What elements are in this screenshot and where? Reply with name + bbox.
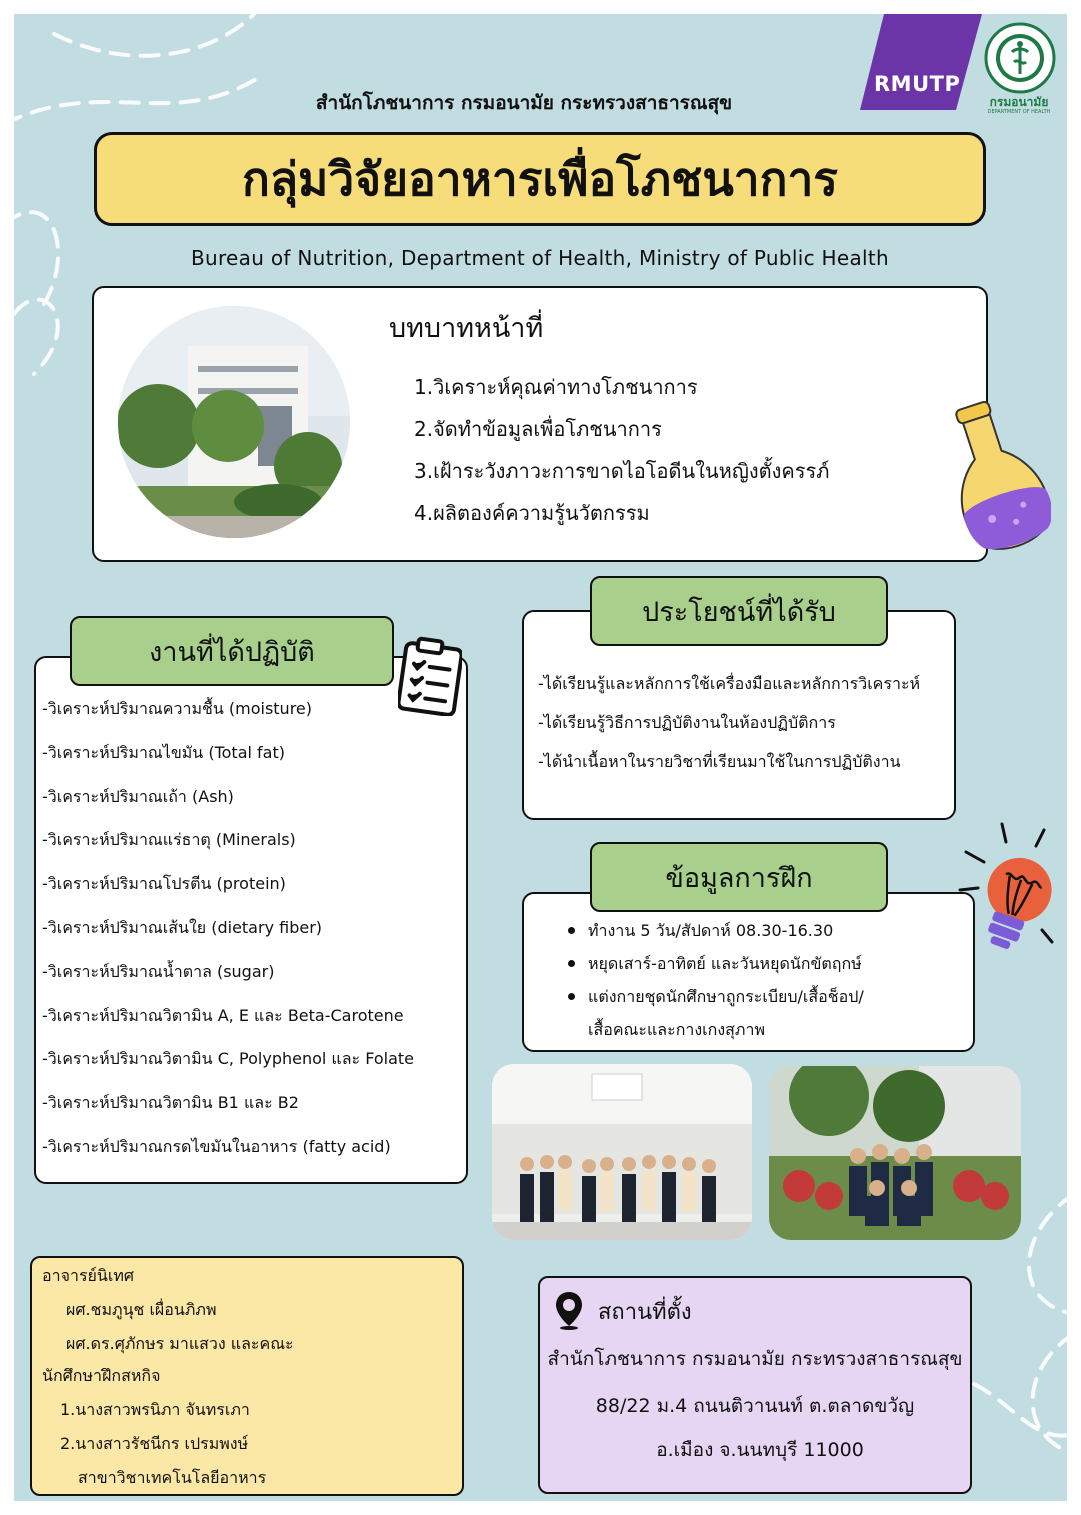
work-heading: งานที่ได้ปฏิบัติ (70, 616, 394, 686)
work-item: -วิเคราะห์ปริมาณวิตามิน A, E และ Beta-Carotene (42, 1005, 404, 1025)
students-heading: นักศึกษาฝึกสหกิจ (42, 1366, 161, 1385)
subtitle: Bureau of Nutrition, Department of Health, Ministry of Public Health (190, 246, 890, 270)
duty-item: 1.วิเคราะห์คุณค่าทางโภชนาการ (414, 375, 698, 399)
training-item-continuation: เสื้อคณะและกางเกงสุภาพ (588, 1020, 765, 1039)
light-bulb-icon (958, 820, 1058, 970)
location-line-3: อ.เมือง จ.นนทบุรี 11000 (656, 1439, 864, 1461)
advisors-card (30, 1256, 464, 1496)
flask-icon (939, 396, 1051, 556)
main-title: กลุ่มวิจัยอาหารเพื่อโภชนาการ (94, 132, 986, 226)
department-of-health-seal-icon (984, 22, 1056, 94)
benefit-item: -ได้เรียนรู้วิธีการปฏิบัติงานในห้องปฏิบัติการ (538, 713, 836, 732)
duties-list (414, 366, 884, 534)
benefits-heading: ประโยชน์ที่ได้รับ (590, 576, 888, 646)
location-heading: สถานที่ตั้ง (598, 1300, 692, 1325)
work-item: -วิเคราะห์ปริมาณเส้นใย (dietary fiber) (42, 917, 323, 937)
student-name: 1.นางสาวพรนิภา จันทรเภา (60, 1400, 250, 1419)
work-item: -วิเคราะห์ปริมาณวิตามิน B1 และ B2 (42, 1093, 299, 1113)
benefits-list (538, 670, 958, 787)
work-item: -วิเคราะห์ปริมาณไขมัน (Total fat) (42, 742, 285, 762)
group-photo-outdoor (769, 1066, 1021, 1240)
group-photo-office (492, 1064, 752, 1240)
rmutp-logo (860, 14, 982, 110)
work-item: -วิเคราะห์ปริมาณน้ำตาล (sugar) (42, 961, 275, 981)
work-item: -วิเคราะห์ปริมาณกรดไขมันในอาหาร (fatty acid) (42, 1136, 391, 1156)
organization-line: สำนักโภชนาการ กรมอนามัย กระทรวงสาธารณสุข (315, 92, 733, 114)
major-name: สาขาวิชาเทคโนโลยีอาหาร (78, 1468, 267, 1487)
work-item: -วิเคราะห์ปริมาณวิตามิน C, Polyphenol และ Folate (42, 1049, 415, 1069)
training-item: แต่งกายชุดนักศึกษาถูกระเบียบ/เสื้อช็อป/ (554, 980, 974, 1013)
benefit-item: -ได้นำเนื้อหาในรายวิชาที่เรียนมาใช้ในการปฏิบัติงาน (538, 752, 901, 771)
work-item: -วิเคราะห์ปริมาณโปรตีน (protein) (42, 874, 286, 894)
poster (14, 14, 1067, 1501)
building-illustration (118, 306, 350, 538)
advisor-name: ผศ.ชมภูนุช เผื่อนภิภพ (66, 1300, 217, 1319)
department-of-health-name: กรมอนามัย (989, 95, 1049, 109)
location-line-2: 88/22 ม.4 ถนนติวานนท์ ต.ตลาดขวัญ (595, 1395, 915, 1417)
training-item: ทำงาน 5 วัน/สัปดาห์ 08.30-16.30 (554, 914, 974, 947)
advisors-heading: อาจารย์นิเทศ (42, 1266, 135, 1285)
advisor-name: ผศ.ดร.ศุภักษร มาแสวง และคณะ (66, 1334, 294, 1353)
location-line-1: สำนักโภชนาการ กรมอนามัย กระทรวงสาธารณสุข (547, 1348, 963, 1370)
work-item: -วิเคราะห์ปริมาณเถ้า (Ash) (42, 786, 234, 806)
work-item: -วิเคราะห์ปริมาณความชื้น (moisture) (42, 699, 312, 718)
group-photo-office-illustration (492, 1064, 752, 1240)
training-content (554, 914, 974, 1047)
rmutp-logo-text: RMUTP (874, 72, 961, 96)
group-photo-outdoor-illustration (769, 1066, 1021, 1240)
department-of-health-subtext: DEPARTMENT OF HEALTH (987, 109, 1051, 115)
location-pin-icon (554, 1290, 584, 1330)
duty-item: 3.เฝ้าระวังภาวะการขาดไอโอดีนในหญิงตั้งครรภ์ (414, 459, 830, 483)
training-heading: ข้อมูลการฝึก (590, 842, 888, 912)
duty-item: 2.จัดทำข้อมูลเพื่อโภชนาการ (414, 417, 662, 441)
duties-heading: บทบาทหน้าที่ (389, 313, 544, 344)
work-item: -วิเคราะห์ปริมาณแร่ธาตุ (Minerals) (42, 830, 296, 850)
benefit-item: -ได้เรียนรู้และหลักการใช้เครื่องมือและหลักการวิเคราะห์ (538, 674, 921, 693)
duty-item: 4.ผลิตองค์ความรู้นวัตกรรม (414, 501, 650, 525)
work-list (42, 694, 462, 1176)
student-name: 2.นางสาวรัชนีกร เปรมพงษ์ (60, 1434, 249, 1453)
training-item: หยุดเสาร์-อาทิตย์ และวันหยุดนักขัตฤกษ์ (554, 947, 974, 980)
training-list (554, 914, 974, 1013)
building-photo (118, 306, 350, 538)
